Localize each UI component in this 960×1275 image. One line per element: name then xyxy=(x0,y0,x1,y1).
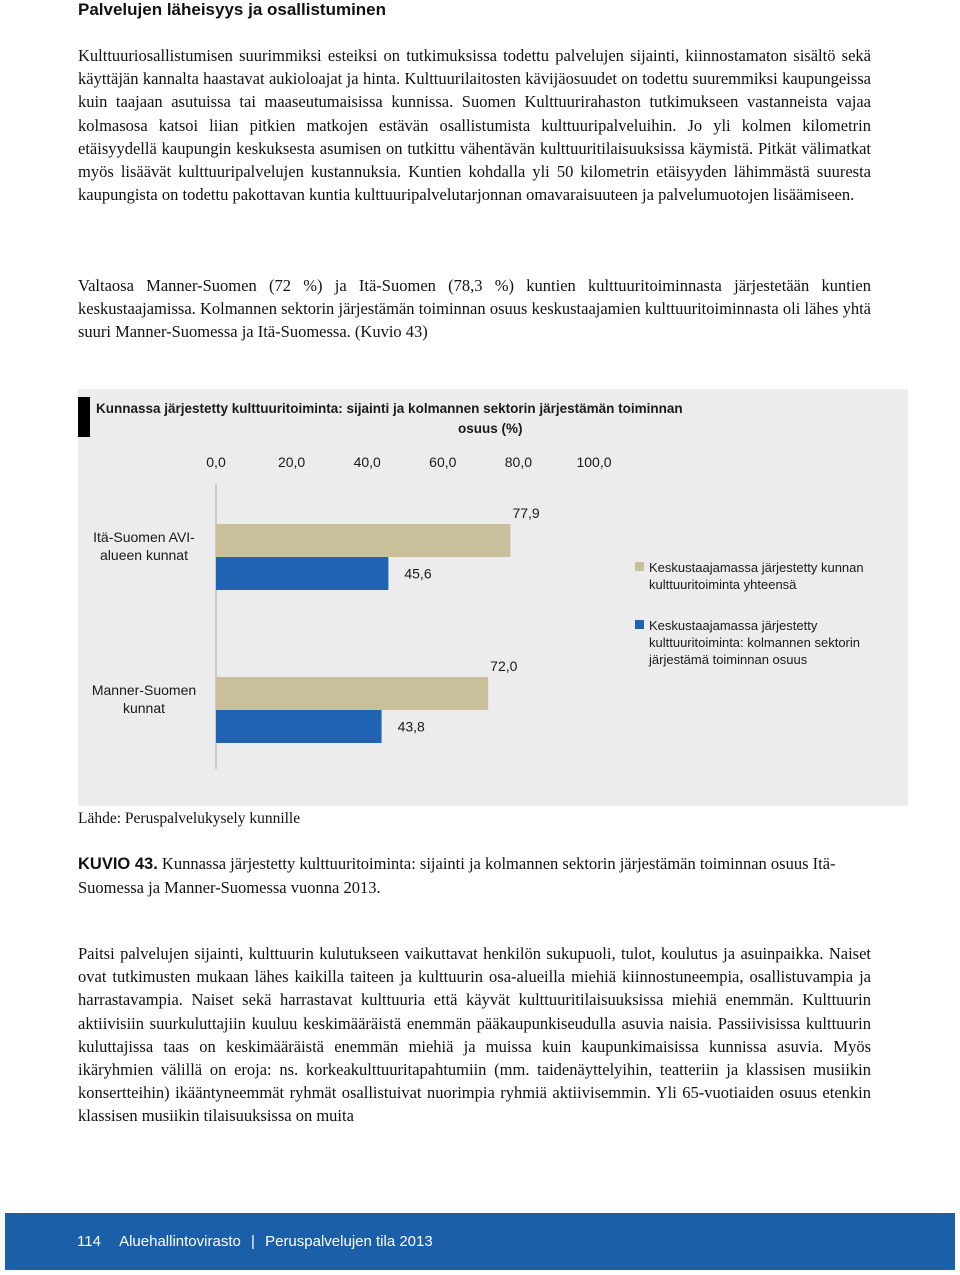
chart-title-line: Kunnassa järjestetty kulttuuritoiminta: sijainti ja kolmannen sektorin järjestämän toiminnan xyxy=(96,401,683,416)
legend-label: kulttuuritoiminta yhteensä xyxy=(649,577,797,592)
bar-data-label: 77,9 xyxy=(512,505,540,521)
page-number: 114 xyxy=(77,1233,101,1250)
paragraph-1: Kulttuuriosallistumisen suurimmiksi esteiksi on tutkimuksissa todettu palvelujen sijainti, kiinnostamaton sisältö sekä käyttäjän kannalta haastavat aukioloajat ja hinta. Kulttuurilaitosten kävijäosuudet on todettu suuremmiksi kaupungeissa kuin taajaan asutuissa tai maaseutumaisissa kunnissa. Suomen Kulttuurirahaston tutkimukseen vastanneista vajaa kolmasosa katsoi liian pitkien matkojen estävän osallistumista kulttuuripalveluihin. Jo yli kolmen kilometrin etäisyydellä kaupungin keskuksesta asumisen on tutkittu vähentävän kulttuuritilaisuuksissa käymistä. Pitkät välimatkat myös lisäävät kulttuuripalvelujen kustannuksia. Kuntien kohdalla yli 50 kilometrin etäisyyden lähimmästä suuresta kaupungista on todettu pakottavan kuntia kulttuuripalvelutarjonnan omavaraisuuteen ja palvelumuotojen lisäämiseen. xyxy=(78,46,871,205)
paragraph-3: Paitsi palvelujen sijainti, kulttuurin kulutukseen vaikuttavat henkilön sukupuoli, tulot, koulutus ja asuinpaikka. Naiset ovat tutkimusten mukaan lähes kaikilla taiteen ja kulttuurin osa-alueilla miehiä kiinnostuneempia, osallistuvampia ja harrastavampia. Naiset sekä harrastavat kulttuuria että käyvät kulttuuritilaisuuksissa miehiä enemmän. Kulttuurin aktiivisiin suurkuluttajiin kuuluu keskimääräistä enemmän pääkaupunkiseudulla asuvia naisia. Passiivisissa kulttuurin kuluttajissa taas on keskimääräistä enemmän miehiä ja muissa kuin kaupunkimaisissa kunnissa asuvia. Myös ikäryhmien välillä on eroja: ns. korkeakulttuuritapahtumiin (mm. taidenäyttelyihin, teatteriin ja klassisen musiikin konsertteihin) ikääntyneemmät ryhmät osallistuivat nuorimpia ryhmiä aktiivisemmin. Yli 65-vuotiaiden osuus etenkin klassisen musiikin tilaisuuksissa on muita xyxy=(78,944,871,1126)
section-heading: Palvelujen läheisyys ja osallistuminen xyxy=(78,0,387,19)
legend-label: järjestämä toiminnan osuus xyxy=(649,652,808,667)
x-tick-label: 100,0 xyxy=(576,454,612,470)
legend-swatch xyxy=(635,620,644,629)
bar xyxy=(216,524,510,557)
page-footer xyxy=(5,1213,955,1270)
y-category-label: Itä-Suomen AVI- xyxy=(93,529,195,545)
chart-title-bar xyxy=(78,397,90,437)
bar-data-label: 72,0 xyxy=(490,658,518,674)
x-tick-label: 20,0 xyxy=(277,454,306,470)
y-category-label: Manner-Suomen xyxy=(91,682,197,698)
caption-label: KUVIO 43. xyxy=(78,855,158,873)
chart-source: Lähde: Peruspalvelukysely kunnille xyxy=(78,810,301,827)
x-tick-label: 60,0 xyxy=(429,454,457,470)
legend-label: Keskustaajamassa järjestetty xyxy=(649,618,818,633)
x-tick-label: 40,0 xyxy=(353,454,381,470)
bar xyxy=(216,677,488,710)
footer-separator: | xyxy=(251,1233,255,1250)
bar-data-label: 45,6 xyxy=(404,565,432,582)
paragraph-2: Valtaosa Manner-Suomen (72 %) ja Itä-Suomen (78,3 %) kuntien kulttuuritoiminnasta järjestetään kuntien keskustaajamissa. Kolmannen sektorin järjestämän toiminnan osuus keskustaajamien kulttuuritoiminnasta oli lähes yhtä suuri Manner-Suomessa ja Itä-Suomessa. (Kuvio 43) xyxy=(78,276,871,342)
chart-title-line: osuus (%) xyxy=(458,421,523,436)
footer-org: Aluehallintovirasto xyxy=(119,1233,241,1250)
y-category-label: alueen kunnat xyxy=(100,547,188,563)
x-tick-label: 80,0 xyxy=(504,454,533,470)
y-category-label: kunnat xyxy=(122,700,166,716)
footer-publication: Peruspalvelujen tila 2013 xyxy=(265,1233,433,1250)
bar-data-label: 43,8 xyxy=(397,718,425,735)
footer-text xyxy=(77,1233,433,1250)
bar xyxy=(216,710,382,743)
figure-caption xyxy=(78,852,878,899)
bar-chart xyxy=(78,389,908,806)
bar xyxy=(216,557,388,590)
legend-label: kulttuuritoiminta: kolmannen sektorin xyxy=(649,635,860,650)
legend-label: Keskustaajamassa järjestetty kunnan xyxy=(649,560,864,575)
caption-text: Kunnassa järjestetty kulttuuritoiminta: sijainti ja kolmannen sektorin järjestämän toiminnan osuus Itä-Suomessa ja Manner-Suomessa vuonna 2013. xyxy=(78,854,836,897)
chart-figure xyxy=(78,389,908,806)
x-tick-label: 0,0 xyxy=(206,454,226,470)
legend-swatch xyxy=(635,562,644,571)
